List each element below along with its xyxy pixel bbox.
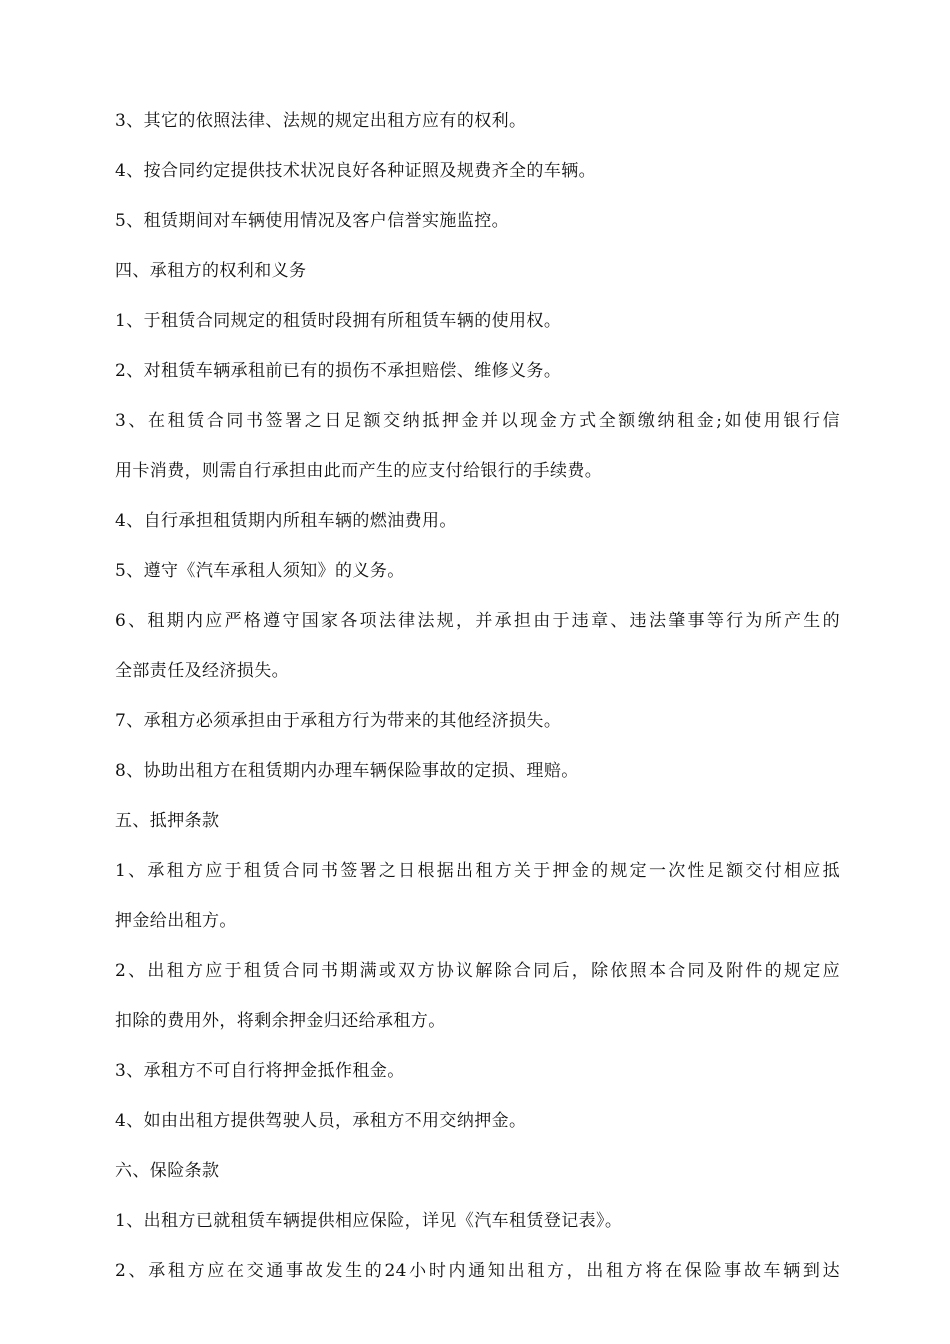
line-item: 4、自行承担租赁期内所租车辆的燃油费用。: [115, 511, 457, 531]
line-item: 用卡消费，则需自行承担由此而产生的应支付给银行的手续费。: [115, 461, 603, 481]
line-item: 2、承租方应在交通事故发生的24小时内通知出租方，出租方将在保险事故车辆到达: [115, 1261, 840, 1281]
line-item: 全部责任及经济损失。: [115, 661, 289, 681]
line-item: 3、其它的依照法律、法规的规定出租方应有的权利。: [115, 111, 527, 131]
document-body: [115, 96, 840, 1296]
line-item: 4、如由出租方提供驾驶人员，承租方不用交纳押金。: [115, 1111, 527, 1131]
section-heading: 五、抵押条款: [115, 811, 220, 831]
line-item: 8、协助出租方在租赁期内办理车辆保险事故的定损、理赔。: [115, 761, 579, 781]
line-item: 2、出租方应于租赁合同书期满或双方协议解除合同后，除依照本合同及附件的规定应: [115, 961, 840, 981]
section-heading: 六、保险条款: [115, 1161, 220, 1181]
section-heading: 四、承租方的权利和义务: [115, 261, 307, 281]
line-item: 3、在租赁合同书签署之日足额交纳抵押金并以现金方式全额缴纳租金;如使用银行信: [115, 411, 840, 431]
line-item: 押金给出租方。: [115, 911, 237, 931]
line-item: 6、租期内应严格遵守国家各项法律法规，并承担由于违章、违法肇事等行为所产生的: [115, 611, 840, 631]
line-item: 7、承租方必须承担由于承租方行为带来的其他经济损失。: [115, 711, 562, 731]
line-item: 3、承租方不可自行将押金抵作租金。: [115, 1061, 405, 1081]
line-item: 4、按合同约定提供技术状况良好各种证照及规费齐全的车辆。: [115, 161, 597, 181]
line-item: 5、租赁期间对车辆使用情况及客户信誉实施监控。: [115, 211, 510, 231]
line-item: 2、对租赁车辆承租前已有的损伤不承担赔偿、维修义务。: [115, 361, 562, 381]
line-item: 扣除的费用外，将剩余押金归还给承租方。: [115, 1011, 446, 1031]
line-item: 5、遵守《汽车承租人须知》的义务。: [115, 561, 405, 581]
line-item: 1、承租方应于租赁合同书签署之日根据出租方关于押金的规定一次性足额交付相应抵: [115, 861, 840, 881]
line-item: 1、于租赁合同规定的租赁时段拥有所租赁车辆的使用权。: [115, 311, 562, 331]
line-item: 1、出租方已就租赁车辆提供相应保险，详见《汽车租赁登记表》。: [115, 1211, 623, 1231]
